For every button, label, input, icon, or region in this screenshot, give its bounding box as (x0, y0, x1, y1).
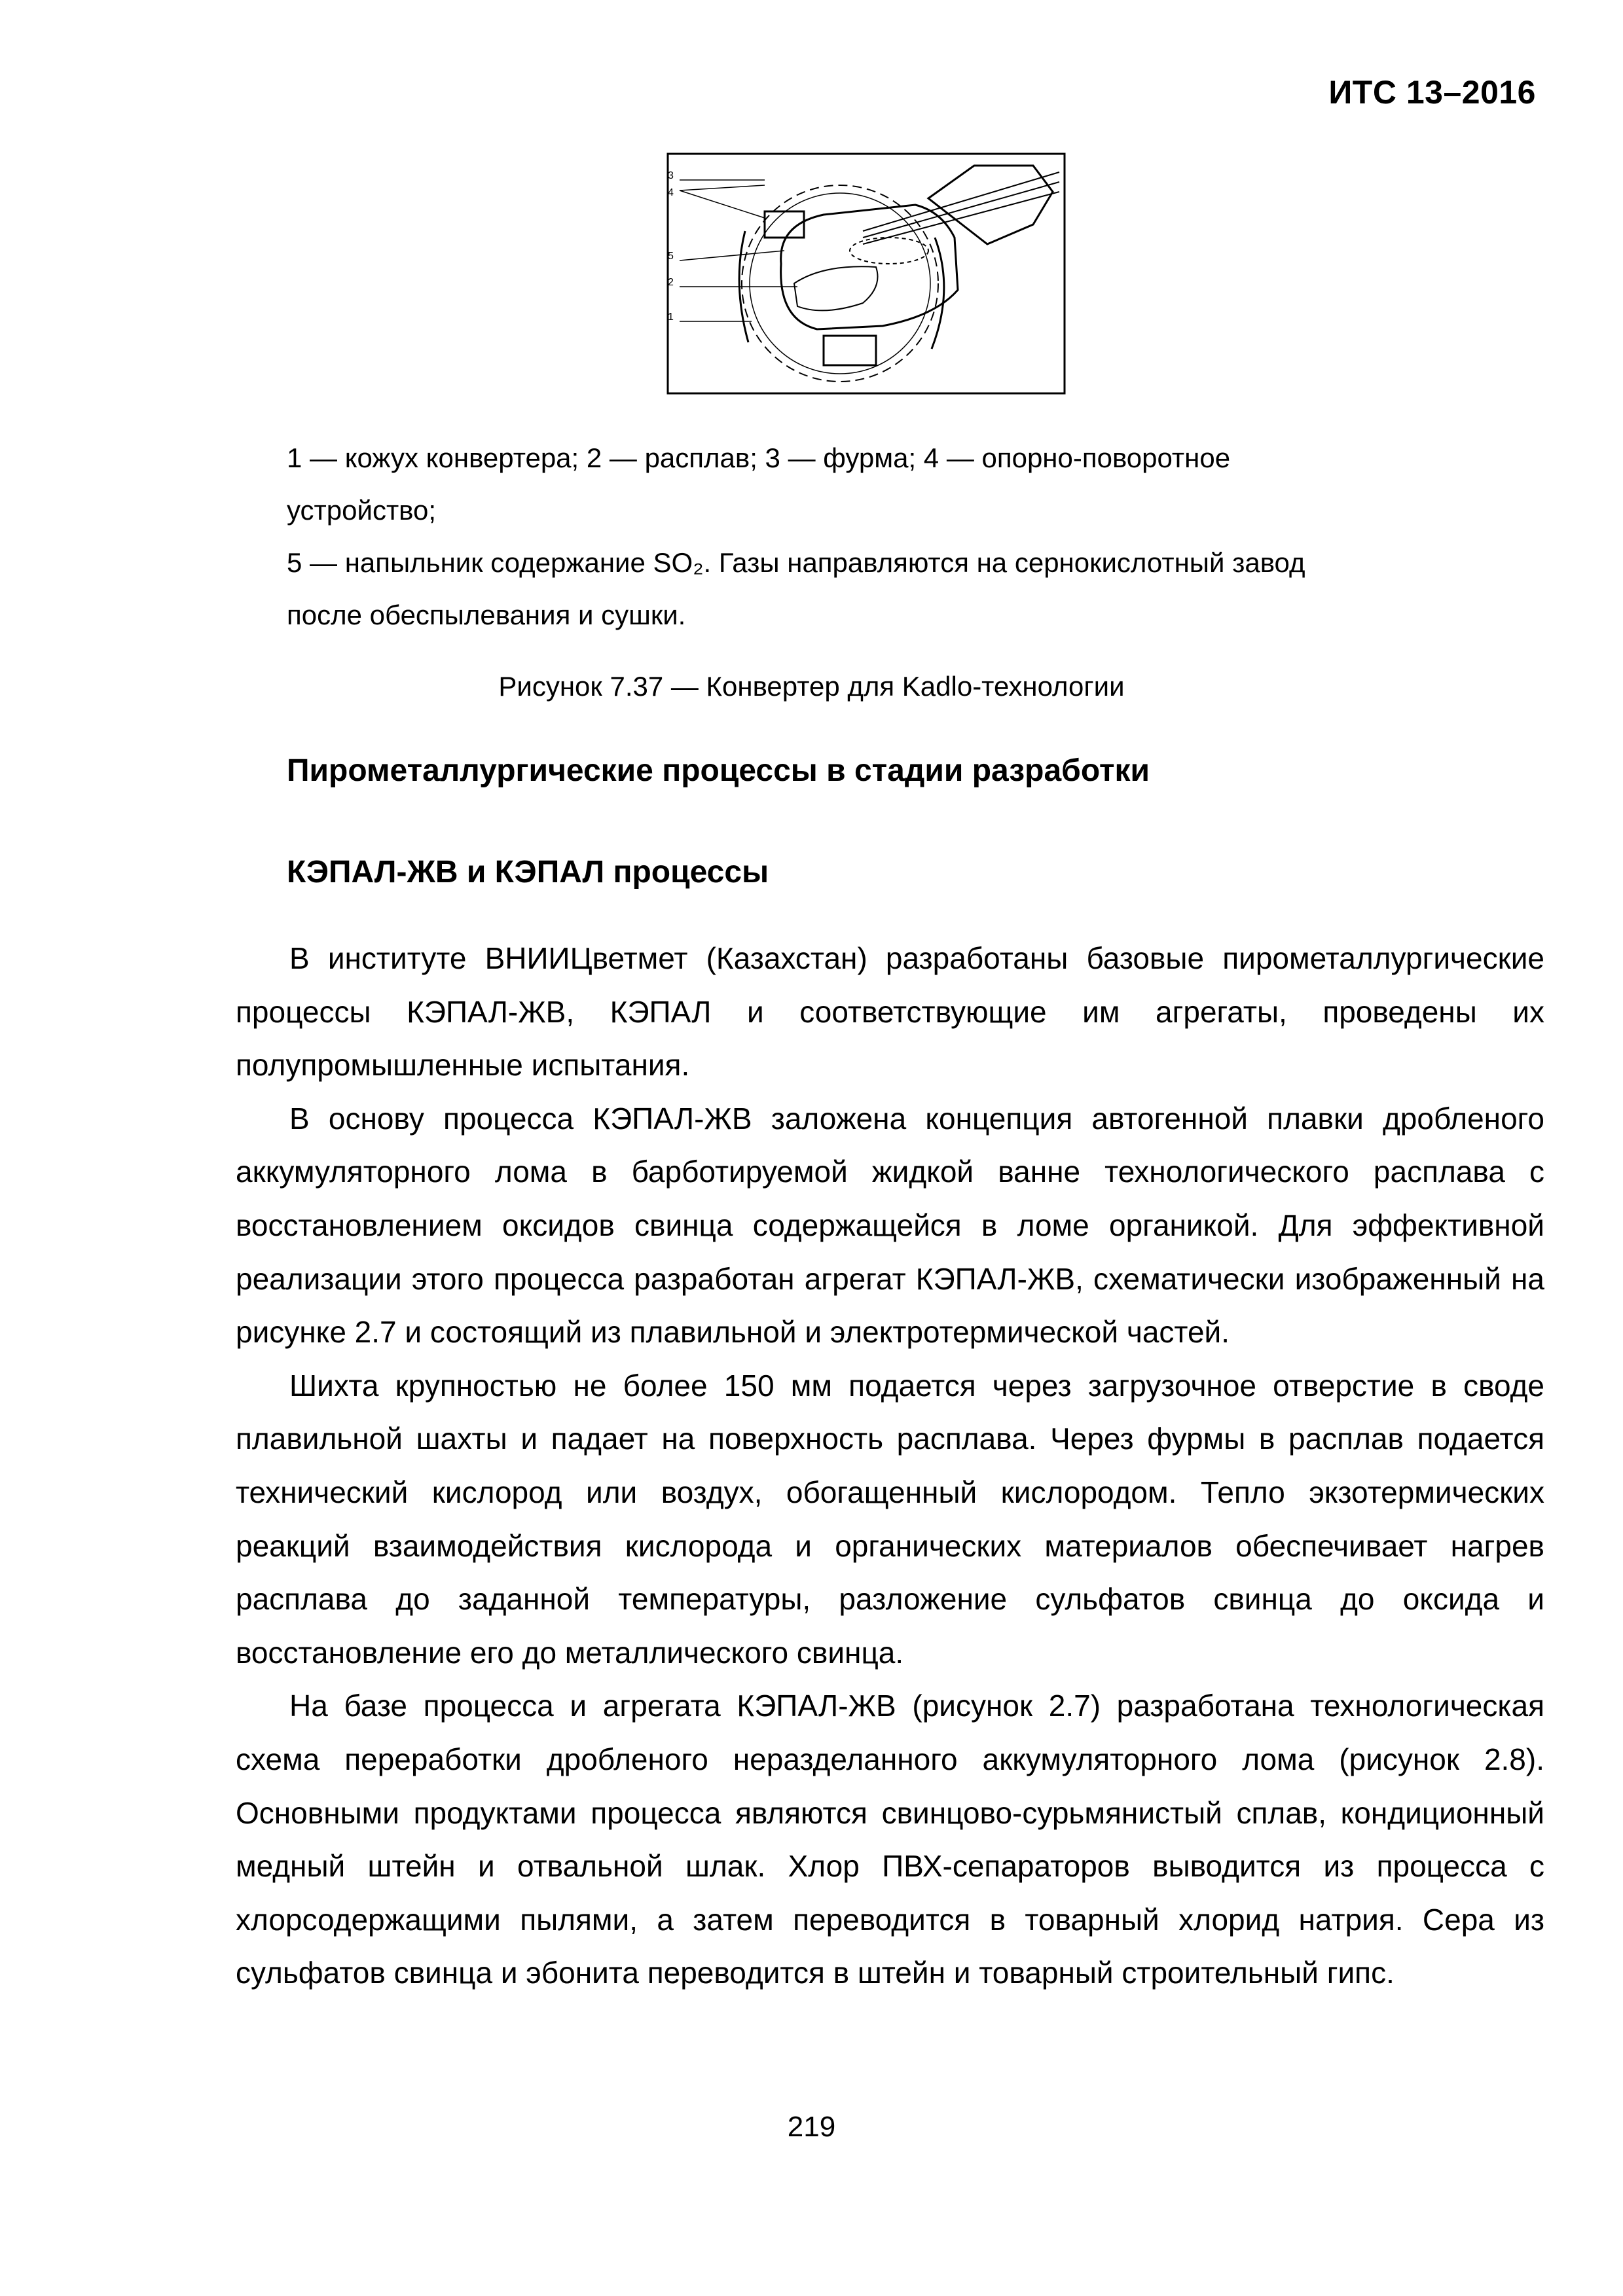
flame-zone (850, 238, 928, 264)
callout-label-4: 4 (668, 187, 674, 198)
subsection-heading: КЭПАЛ-ЖВ и КЭПАЛ процессы (287, 855, 769, 889)
callout-label-1: 1 (668, 312, 674, 323)
paragraph: Шихта крупностью не более 150 мм подается через загрузочное отверстие в своде плавильной шахты и падает на поверхность расплава. Через фурмы в расплав подается технический кислород или воздух, обогащенный кислородом. Тепло экзотермических реакций взаимодействия кислорода и органических материалов обеспечивает нагрев расплава до заданной температуры, разложение сульфатов свинца до оксида и восстановление его до металлического свинца. (236, 1368, 1544, 1670)
legend-line: после обеспылевания и сушки. (287, 600, 686, 630)
body-text (236, 932, 1544, 2000)
callout-line-5 (680, 251, 784, 260)
lance-line-1 (863, 172, 1059, 231)
tuyere-block-bottom (824, 336, 876, 365)
document-code: ИТС 13–2016 (1328, 74, 1536, 111)
converter-shell-inner (750, 193, 930, 374)
support-ring-right (932, 238, 944, 349)
callout-line-4a (680, 190, 765, 218)
lance-line-3 (863, 192, 1059, 244)
paragraph: В институте ВНИИЦветмет (Казахстан) разработаны базовые пирометаллургические процессы КЭПАЛ-ЖВ, КЭПАЛ и соответствующие им агрегаты, проведены их полупромышленные испытания. (236, 941, 1544, 1083)
paragraph: В основу процесса КЭПАЛ-ЖВ заложена концепция автогенной плавки дробленого аккумуляторного лома в барботируемой жидкой ванне технологического расплава с восстановлением оксидов свинца содержащейся в ломе органикой. Для эффективной реализации этого процесса разработан агрегат КЭПАЛ-ЖВ, схематически изображенный на рисунке 2.7 и состоящий из плавильной и электротермической частей. (236, 1101, 1544, 1350)
paragraph: На базе процесса и агрегата КЭПАЛ-ЖВ (рисунок 2.7) разработана технологическая схема переработки дробленого неразделанного аккумуляторного лома (рисунок 2.8). Основными продуктами процесса являются свинцово-сурьмянистый сплав, кондиционный медный штейн и отвальной шлак. Хлор ПВХ-сепараторов выводится из процесса с хлорсодержащими пылями, а затем переводится в товарный хлорид натрия. Сера из сульфатов свинца и эбонита переводится в штейн и товарный строительный гипс. (236, 1689, 1544, 1990)
converter-drawing (666, 152, 1066, 395)
legend-line: 5 — напыльник содержание SO₂. Газы направляются на сернокислотный завод (287, 547, 1305, 578)
legend-line: 1 — кожух конвертера; 2 — расплав; 3 — фурма; 4 — опорно-поворотное (287, 442, 1231, 473)
callout-label-5: 5 (668, 251, 674, 262)
converter-figure (666, 152, 1066, 395)
legend-line: устройство; (287, 495, 437, 526)
hood (928, 166, 1053, 244)
callout-label-2: 2 (668, 277, 674, 288)
melt-zone (794, 266, 878, 310)
converter-shell-outline (742, 185, 938, 382)
figure-frame (668, 154, 1065, 393)
figure-caption: Рисунок 7.37 — Конвертер для Kadlo-технологии (498, 671, 1125, 702)
callout-label-3: 3 (668, 170, 674, 181)
section-heading: Пирометаллургические процессы в стадии разработки (287, 753, 1150, 788)
callout-line-4b (680, 185, 765, 190)
page-number: 219 (787, 2111, 836, 2143)
figure-legend (287, 432, 1432, 641)
